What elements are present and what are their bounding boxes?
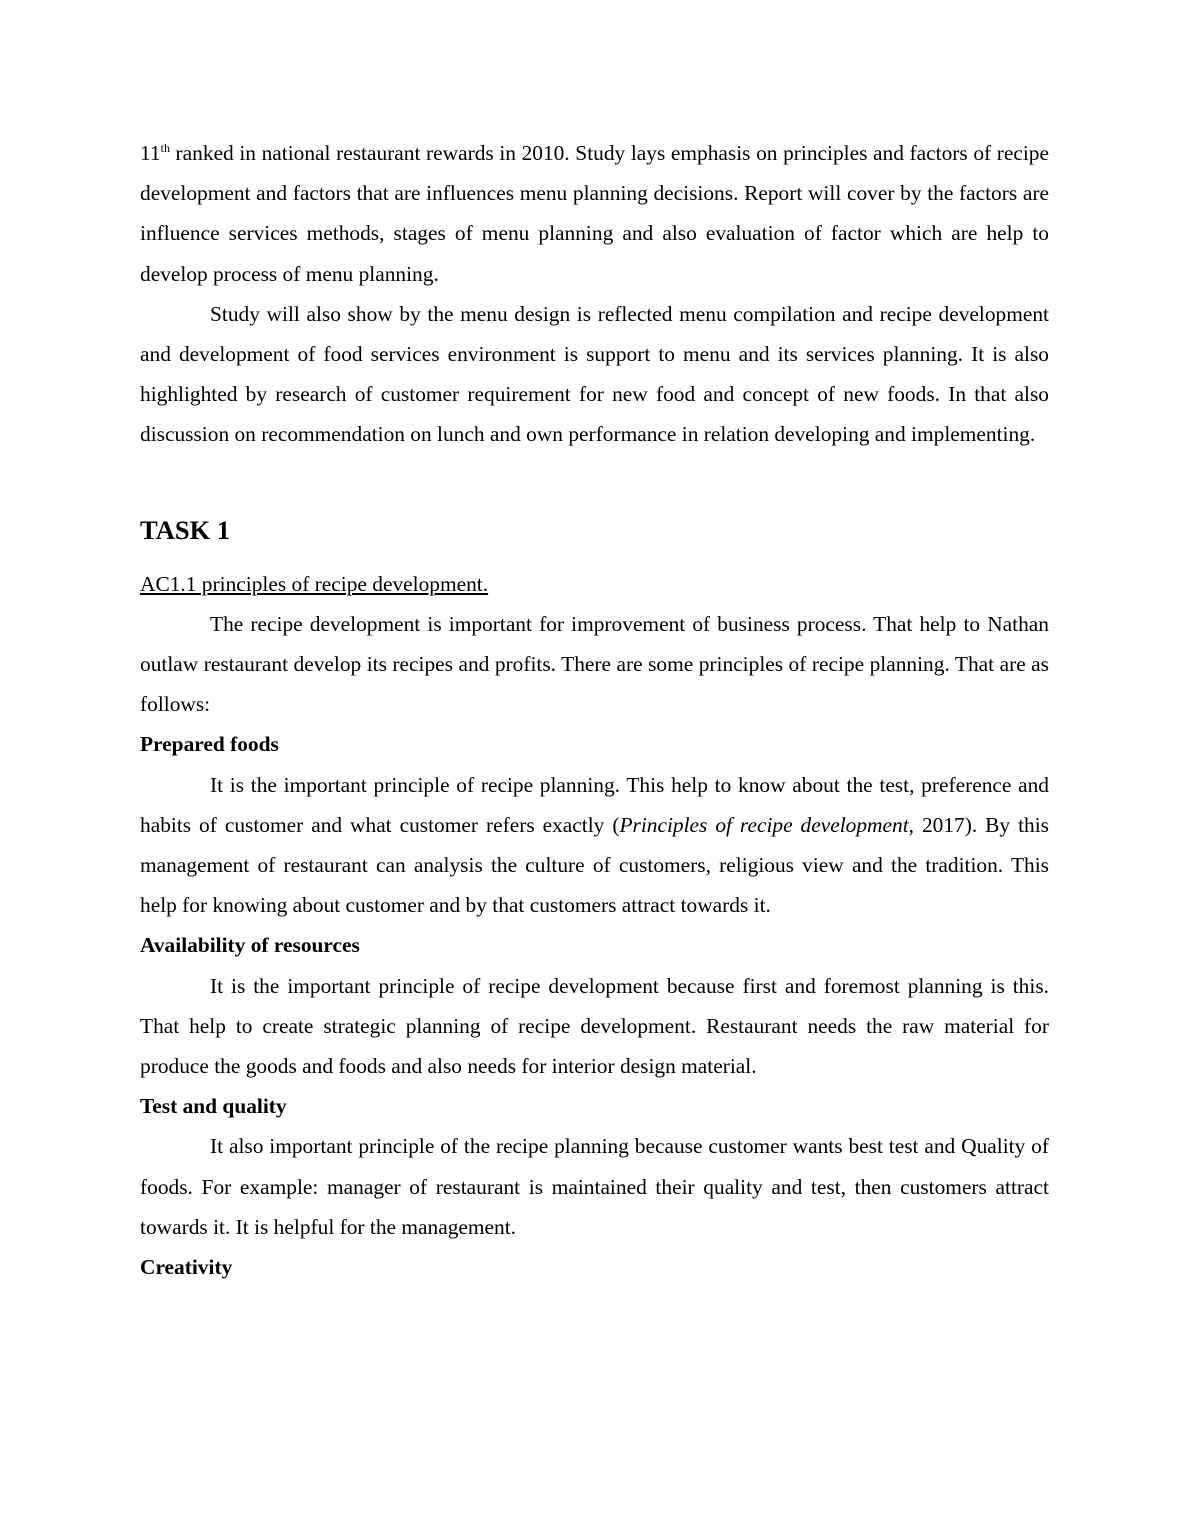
citation-title: Principles of recipe development — [619, 812, 909, 837]
availability-paragraph: It is the important principle of recipe development because first and foremost planning is this. That help to create strategic planning of recipe development. Restaurant needs the raw material for produce the goods and foods and also needs for interior design material. — [140, 973, 1049, 1079]
intro-paragraph-1 — [140, 133, 1049, 294]
task-intro-paragraph: The recipe development is important for improvement of business process. That help to Nathan outlaw restaurant develop its recipes and profits. There are some principles of recipe planning. That are as follows: — [140, 611, 1049, 717]
prepared-foods-heading: Prepared foods — [140, 732, 279, 757]
ordinal-number: 11 — [140, 141, 161, 165]
availability-heading: Availability of resources — [140, 933, 360, 958]
creativity-heading: Creativity — [140, 1255, 233, 1280]
test-quality-heading: Test and quality — [140, 1094, 287, 1119]
intro-paragraph-2: Study will also show by the menu design is reflected menu compilation and recipe development and development of food services environment is support to menu and its services planning. It is also highlighted by research of customer requirement for new food and concept of new foods. In that also discussion on recommendation on lunch and own performance in relation developing and implementing. — [140, 301, 1049, 447]
test-quality-paragraph: It also important principle of the recipe planning because customer wants best test and Quality of foods. For example: manager of restaurant is maintained their quality and test, then customers attract towards it. It is helpful for the management. — [140, 1134, 1049, 1239]
prepared-foods-text-a: It is the important principle of recipe planning. This help to know about the test, preference and habits of customer and what customer refers exactly ( — [140, 772, 1049, 837]
intro-paragraph-1-text: ranked in national restaurant rewards in 2010. Study lays emphasis on principles and factors of recipe development and factors that are influences menu planning decisions. Report will cover by the factors are influence services methods, stages of menu planning and also evaluation of factor which are help to develop process of menu planning. — [140, 141, 1049, 286]
prepared-foods-paragraph — [140, 765, 1049, 926]
ordinal-suffix: th — [160, 141, 170, 155]
task-heading: TASK 1 — [140, 514, 231, 545]
section-subheading: AC1.1 principles of recipe development. — [140, 571, 489, 596]
document-body — [140, 133, 1049, 1287]
prepared-foods-text-b: , 2017). By this management of restaurant can analysis the culture of customers, religious view and the tradition. This help for knowing about customer and by that customers attract towards it. — [140, 812, 1049, 918]
